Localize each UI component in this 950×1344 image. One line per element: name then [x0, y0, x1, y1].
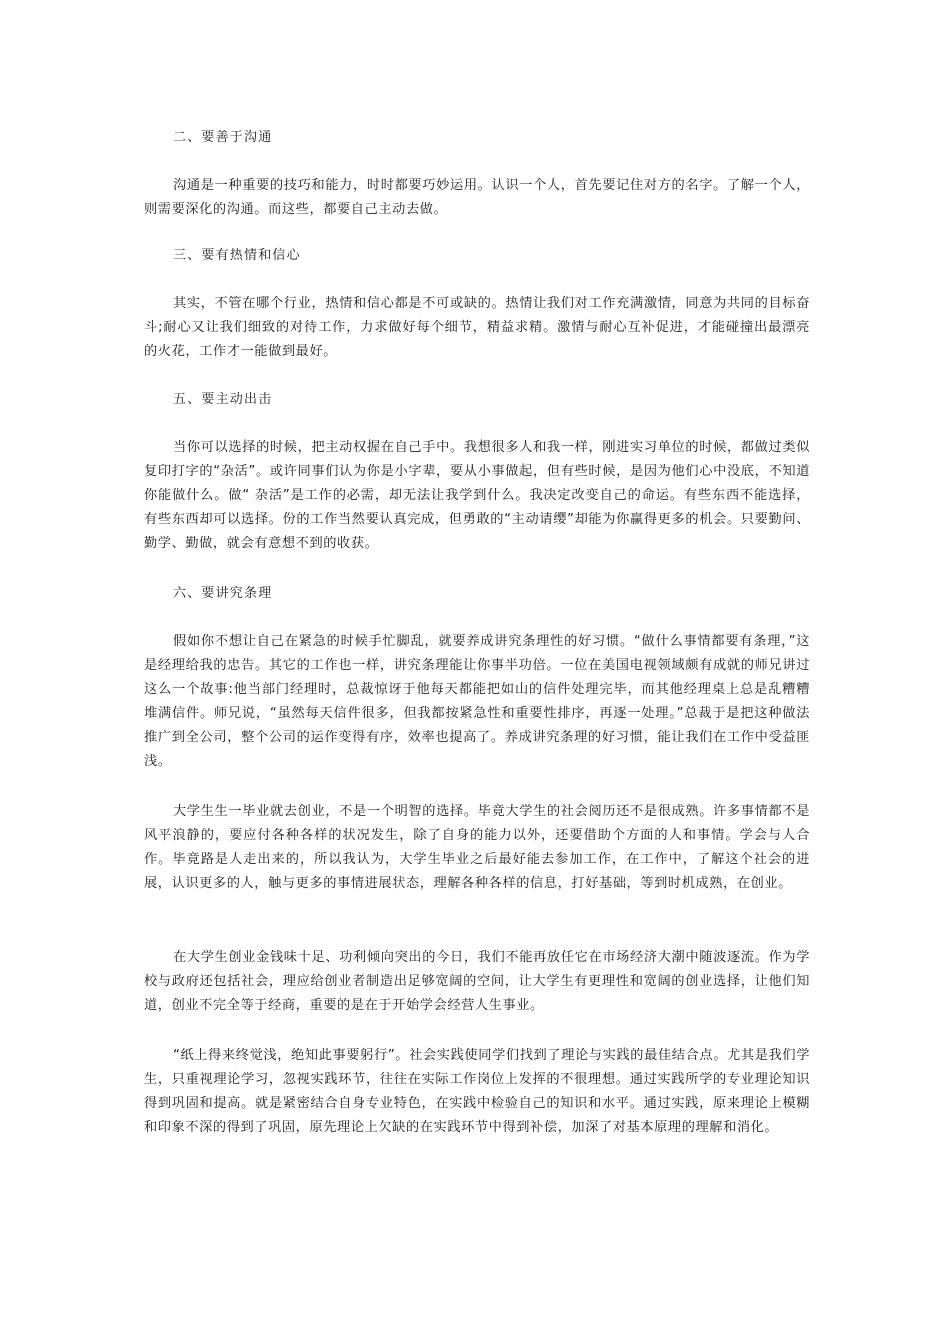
section-heading-orderliness: 六、要讲究条理: [173, 586, 273, 601]
section-paragraph-orderliness: 假如你不想让自己在紧急的时候手忙脚乱，就要养成讲究条理性的好习惯。“做什么事情都要有条理，”这是经理给我的忠告。其它的工作也一样，讲究条理能让你事半功倍。一位在美国电视领域颇有成就的师兄讲过这么一个故事:他当部门经理时，总裁惊讶于他每天都能把如山的信件处理完毕，而其他经理桌上总是乱糟糟堆满信件。师兄说，“虽然每天信件很多，但我都按紧急性和重要性排序，再逐一处理。”总裁于是把这种做法推广到全公司，整个公司的运作变得有序，效率也提高了。养成讲究条理的好习惯，能让我们在工作中受益匪浅。: [144, 634, 810, 769]
paragraph-environment: 在大学生创业金钱味十足、功利倾向突出的今日，我们不能再放任它在市场经济大潮中随波逐流。作为学校与政府还包括社会，理应给创业者制造出足够宽阔的空间，让大学生有更理性和宽阔的创业选择，让他们知道，创业不完全等于经商，重要的是在于开始学会经营人生事业。: [144, 950, 810, 1013]
section-paragraph-initiative: 当你可以选择的时候，把主动权握在自己手中。我想很多人和我一样，刚进实习单位的时候，都做过类似复印打字的“杂活”。或许同事们认为你是小字辈，要从小事做起，但有些时候，是因为他们心中没底，不知道你能做什么。做“ 杂活”是工作的必需，却无法让我学到什么。我决定改变自己的命运。有些东西不能选择，有些东西却可以选择。份的工作当然要认真完成，但勇敢的“主动请缨”却能为你赢得更多的机会。只要勤问、勤学、勤做，就会有意想不到的收获。: [144, 440, 810, 551]
paragraph-entrepreneurship: 大学生生一毕业就去创业，不是一个明智的选择。毕竟大学生的社会阅历还不是很成熟。许多事情都不是风平浪静的，要应付各种各样的状况发生，除了自身的能力以外，还要借助个方面的人和事情。学会与人合作。毕竟路是人走出来的，所以我认为，大学生毕业之后最好能去参加工作，在工作中，了解这个社会的进展，认识更多的人，触与更多的事情进展状态，理解各种各样的信息，打好基础，等到时机成熟，在创业。: [144, 804, 810, 891]
section-paragraph-communication: 沟通是一种重要的技巧和能力，时时都要巧妙运用。认识一个人，首先要记住对方的名字。了解一个人，则需要深化的沟通。而这些，都要自己主动去做。: [144, 178, 810, 217]
section-heading-communication: 二、要善于沟通: [173, 130, 273, 145]
section-heading-passion: 三、要有热情和信心: [173, 248, 301, 263]
section-paragraph-passion: 其实，不管在哪个行业，热情和信心都是不可或缺的。热情让我们对工作充满激情，同意为共同的目标奋斗;耐心又让我们细致的对待工作，力求做好每个细节，精益求精。激情与耐心互补促进，才能碰撞出最漂亮的火花，工作才一能做到最好。: [144, 296, 810, 359]
section-heading-initiative: 五、要主动出击: [173, 392, 273, 407]
paragraph-practice: “纸上得来终觉浅，绝知此事要躬行”。社会实践使同学们找到了理论与实践的最佳结合点。尤其是我们学生，只重视理论学习，忽视实践环节，往往在实际工作岗位上发挥的不很理想。通过实践所学的专业理论知识得到巩固和提高。就是紧密结合自身专业特色，在实践中检验自己的知识和水平。通过实践，原来理论上模糊和印象不深的得到了巩固，原先理论上欠缺的在实践环节中得到补偿，加深了对基本原理的理解和消化。: [144, 1048, 810, 1135]
